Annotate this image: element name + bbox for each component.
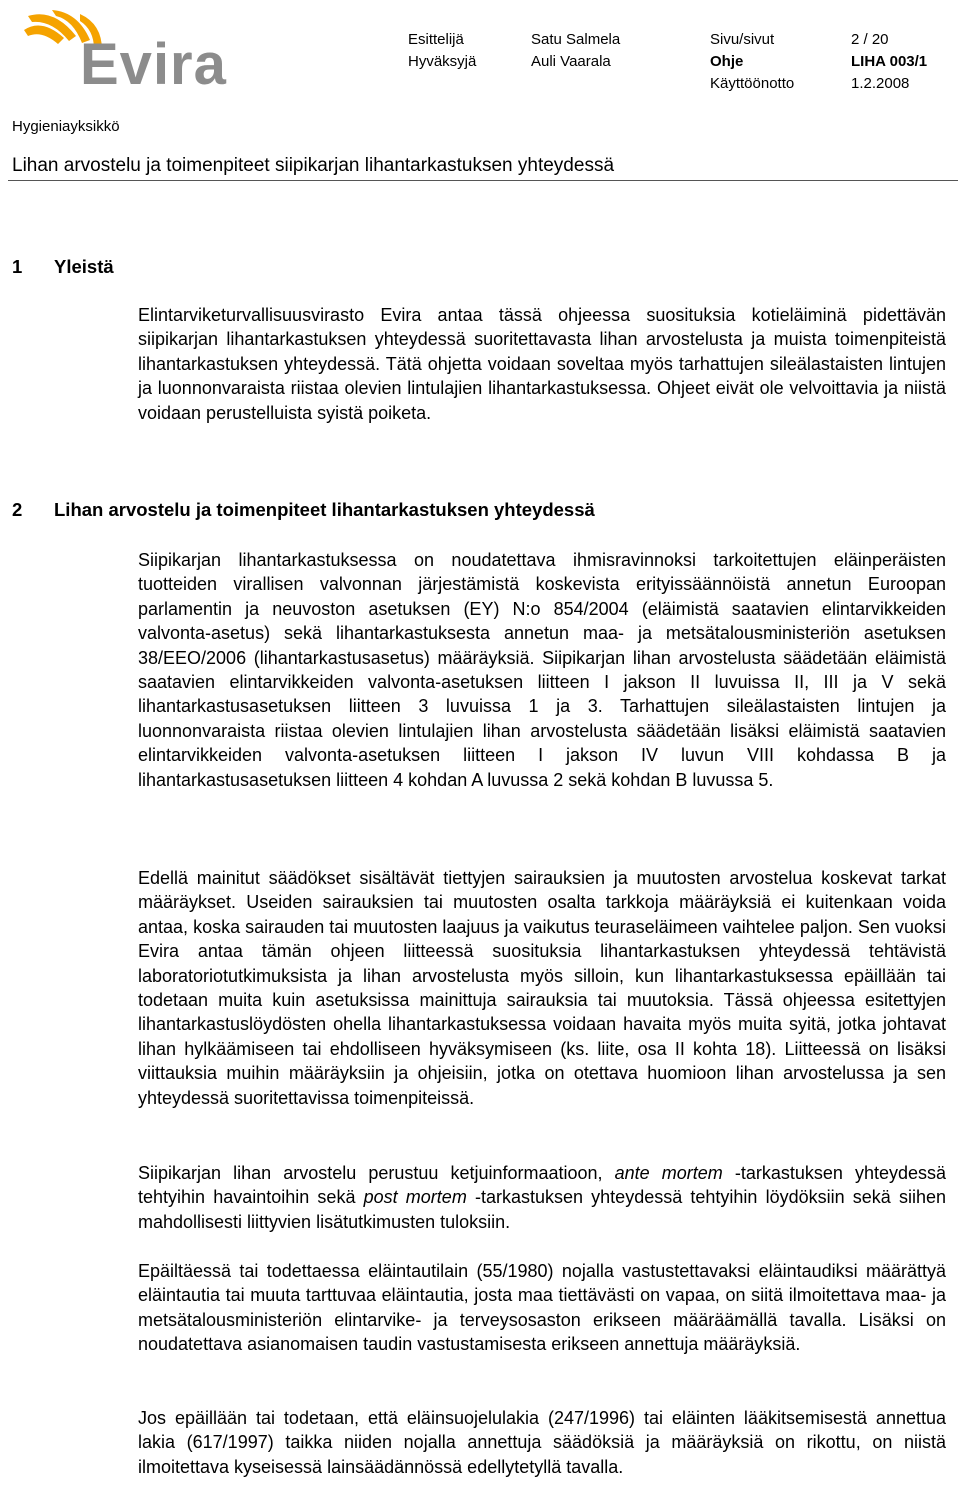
- section-1-heading: [12, 256, 114, 278]
- section-2-paragraph-3: [138, 1161, 946, 1234]
- author-label: Esittelijä: [408, 31, 464, 48]
- section-1-number: 1: [12, 256, 23, 277]
- effective-label: Käyttöönotto: [710, 75, 795, 92]
- p3-post-mortem: post mortem: [363, 1187, 467, 1208]
- p3-ante-mortem: ante mortem: [614, 1163, 723, 1183]
- evira-logo: [18, 8, 278, 90]
- section-2-heading: [12, 499, 595, 521]
- document-title: Lihan arvostelu ja toimenpiteet siipikarjan lihantarkastuksen yhteydessä: [12, 155, 615, 176]
- department: Hygieniayksikkö: [12, 118, 120, 135]
- section-1-title: Yleistä: [54, 256, 114, 277]
- author-name: Satu Salmela: [531, 31, 621, 48]
- approver-label: Hyväksyjä: [408, 53, 477, 70]
- section-1-paragraph: Elintarviketurvallisuusvirasto Evira antaa tässä ohjeessa suosituksia kotieläiminä pidettävän siipikarjan lihantarkastuksen yhteydessä suoritettavasta lihan arvostelusta ja muista toimenpiteistä lihantarkastuksen yhteydessä. Tätä ohjetta voidaan soveltaa myös tarhattujen sileälastaisten lintujen ja luonnonvaraista riistaa olevien lintulajien lihantarkastuksessa. Ohjeet eivät ole velvoittavia ja niistä voidaan perustelluista syistä poiketa.: [138, 305, 946, 423]
- svg-text:Evira: Evira: [80, 32, 227, 90]
- p3-text-a: Siipikarjan lihan arvostelu perustuu ketjuinformaatioon,: [138, 1163, 615, 1183]
- doc-type-label: Ohje: [710, 53, 744, 70]
- section-2-paragraph-5: Jos epäillään tai todetaan, että eläinsuojelulakia (247/1996) tai eläinten lääkitsemisestä annettua lakia (617/1997) taikka niiden nojalla annettuja säädöksiä ja määräyksiä on rikottu, on niistä ilmoitettava kyseisessä lainsäädännössä edellytetyllä tavalla.: [138, 1408, 946, 1477]
- doc-code: LIHA 003/1: [851, 53, 928, 70]
- effective-date: 1.2.2008: [851, 75, 910, 92]
- approver-name: Auli Vaarala: [531, 53, 611, 70]
- section-2-paragraph-2: Edellä mainitut säädökset sisältävät tiettyjen sairauksien ja muutosten arvostelua koskevat tarkat määräykset. Useiden sairauksien tai muutosten osalta tarkkoja määräyksiä ei kuitenkaan voida antaa, koska sairauden tai muutosten laajuus ja vaikutus teuraseläimeen vaihtelee paljon. Sen vuoksi Evira antaa tämän ohjeen liitteessä suosituksia lihantarkastuksen yhteydessä tehtävistä laboratoriotutkimuksista ja lihan arvostelusta myös silloin, kun lihantarkastuksessa epäillään tai todetaan muita kuin asetuksissa mainittuja sairauksia tai muutoksia. Tässä ohjeessa esitettyjen lihantarkastuslöydösten ohella lihantarkastuksessa voidaan havaita myös muita syitä, jotka johtavat lihan hylkäämiseen tai ehdolliseen hyväksymiseen (ks. liite, osa II kohta 18). Liitteessä on lisäksi viittauksia muihin määräyksiin ja ohjeisiin, jotka on otettava huomioon lihan arvostelussa ja sen yhteydessä suoritettavissa toimenpiteissä.: [138, 868, 946, 1108]
- pages-label: Sivu/sivut: [710, 31, 775, 48]
- document-header: [0, 0, 960, 180]
- p3-text-c: -tarkastuksen yhteydessä tehtyihin havaintoihin sekä: [138, 1163, 946, 1208]
- header-divider: [8, 180, 958, 181]
- p3-text-e: -tarkastuksen yhteydessä tehtyihin löydöksiin sekä siihen mahdollisesti liittyvien lisätutkimusten tuloksiin.: [138, 1187, 946, 1232]
- section-2-title: Lihan arvostelu ja toimenpiteet lihantarkastuksen yhteydessä: [54, 499, 595, 520]
- section-2-paragraph-4: Epäiltäessä tai todettaessa eläintautilain (55/1980) nojalla vastustettavaksi eläintaudiksi määrättyä eläintautia tai muuta tarttuvaa eläintautia, josta maa tiettävästi on vapaa, on siitä ilmoitettava maa- ja metsätalousministeriön elintarvike- ja terveysosaston erikseen määräämällä tavalla. Lisäksi on noudatettava asianomaisen taudin vastustamisesta erikseen annettuja määräyksiä.: [138, 1261, 946, 1355]
- section-2-paragraph-1: Siipikarjan lihantarkastuksessa on noudatettava ihmisravinnoksi tarkoitettujen eläinperäisten tuotteiden virallisen valvonnan järjestämistä koskevista erityissäännöistä annetun Euroopan parlamentin ja neuvoston asetuksen (EY) N:o 854/2004 (eläimistä saatavien elintarvikkeiden valvonta-asetus) sekä lihantarkastuksesta annetun maa- ja metsätalousministeriön asetuksen 38/EEO/2006 (lihantarkastusasetus) määräyksiä. Siipikarjan lihan arvostelusta säädetään eläimistä saatavien elintarvikkeiden valvonta-asetuksen liitteen I jakson II luvuissa II, III ja V sekä lihantarkastusasetuksen liitteen 3 luvuissa 1 ja 3. Tarhattujen sileälastaisten lintujen ja luonnonvaraista riistaa olevien lintulajien lihan arvostelusta säädetään lisäksi eläimistä saatavien elintarvikkeiden valvonta-asetuksen liitteen I jakson IV luvun VIII kohdassa B ja lihantarkastusasetuksen liitteen 4 kohdan A luvussa 2 sekä kohdan B luvussa 5.: [138, 550, 946, 790]
- section-2-number: 2: [12, 499, 23, 520]
- pages-value: 2 / 20: [851, 31, 889, 48]
